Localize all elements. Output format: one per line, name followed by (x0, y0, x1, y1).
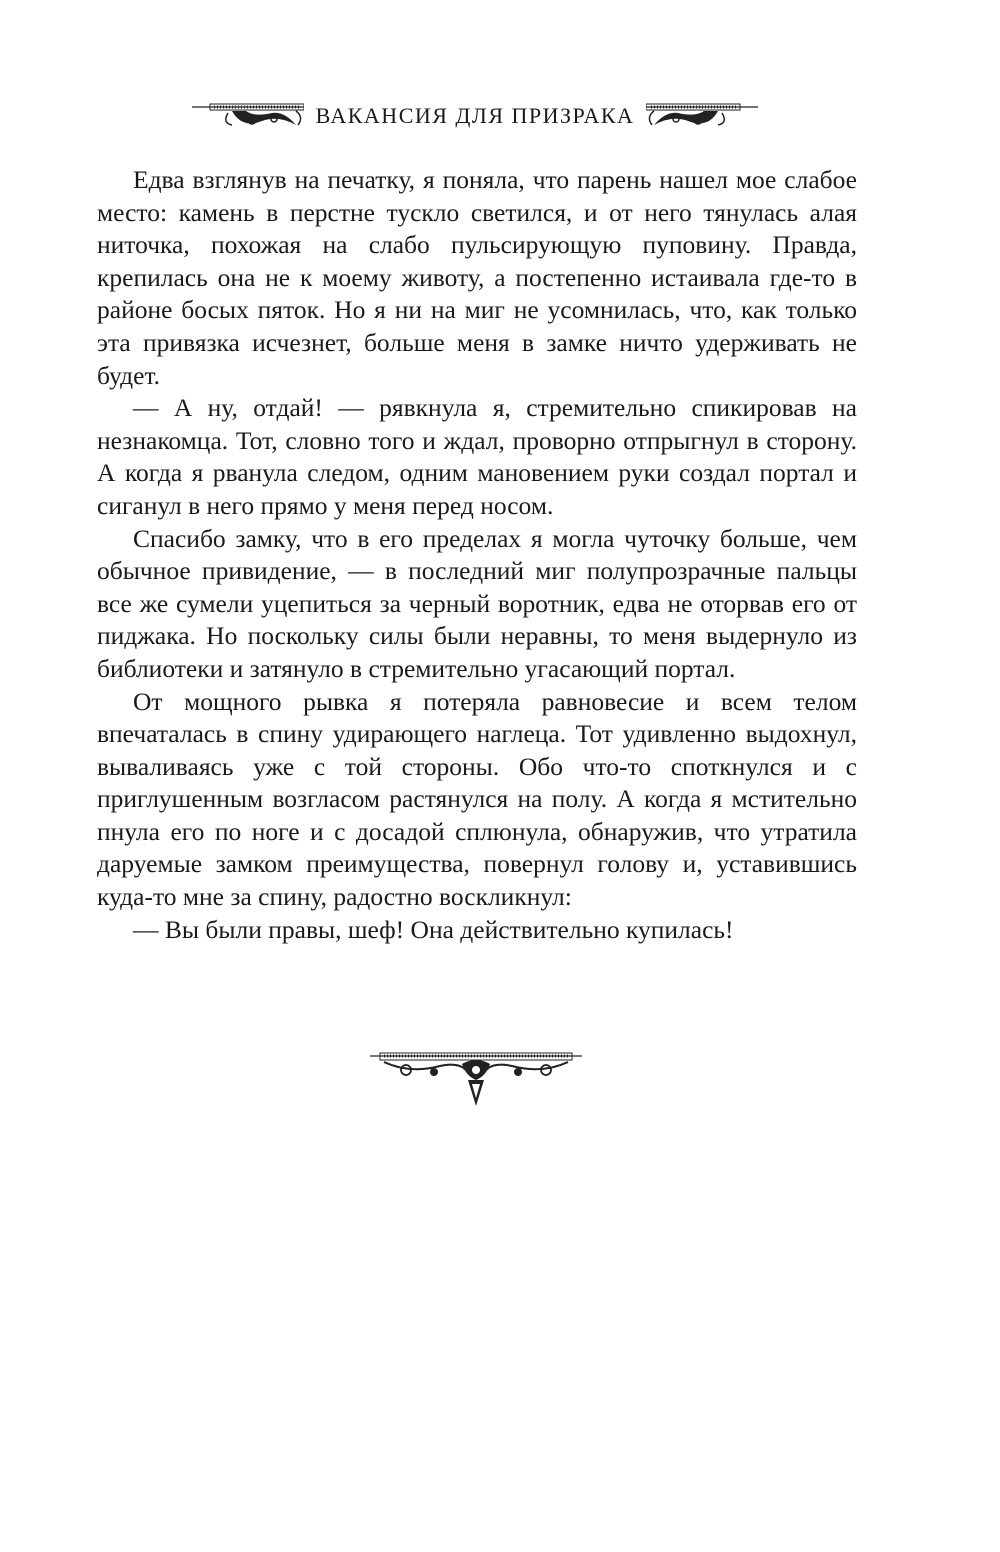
body-text (97, 164, 857, 946)
chapter-end-ornament-icon (370, 1050, 582, 1110)
ornament-flourish-icon (192, 99, 304, 133)
paragraph-2: — А ну, отдай! — рявкнула я, стремительно спикировав на незнакомца. Тот, словно того и ждал, проворно отпрыгнул в сторону. А когда я рванула следом, одним мановением руки создал портал и сиганул в него прямо у меня перед носом. (97, 393, 857, 520)
paragraph-3: Спасибо замку, что в его пределах я могла чуточку больше, чем обычное привидение, — в последний миг полупрозрачные пальцы все же сумели уцепиться за черный воротник, едва не оторвав его от пиджака. Но поскольку силы были неравны, то меня выдернуло из библиотеки и затянуло в стремительно угасающий портал. (97, 523, 857, 683)
paragraph-1: Едва взглянув на печатку, я поняла, что парень нашел мое слабое место: камень в перстне тускло светился, и от него тянулась алая ниточка, похожая на слабо пульсирующую пуповину. Правда, крепилась она не к моему животу, а постепенно истаивала где-то в районе босых пяток. Но я ни на миг не усомнилась, что, как только эта привязка исчезнет, больше меня в замке ничто удерживать не будет. (97, 165, 857, 390)
running-title: ВАКАНСИЯ ДЛЯ ПРИЗРАКА (315, 103, 635, 128)
paragraph-5: — Вы были правы, шеф! Она действительно купилась! (133, 914, 734, 944)
running-header (180, 96, 770, 136)
ornament-flourish-icon (646, 99, 758, 133)
paragraph-4: От мощного рывка я потеряла равновесие и всем телом впечаталась в спину удирающего наглеца. Тот удивленно выдохнул, вываливаясь уже с той стороны. Обо что-то споткнулся и с приглушенным возгласом растянулся на полу. А когда я мстительно пнула его по ноге и с досадой сплюнула, обнаружив, что утратила даруемые замком преимущества, повернул голову и, уставившись куда-то мне за спину, радостно воскликнул: (97, 686, 857, 912)
